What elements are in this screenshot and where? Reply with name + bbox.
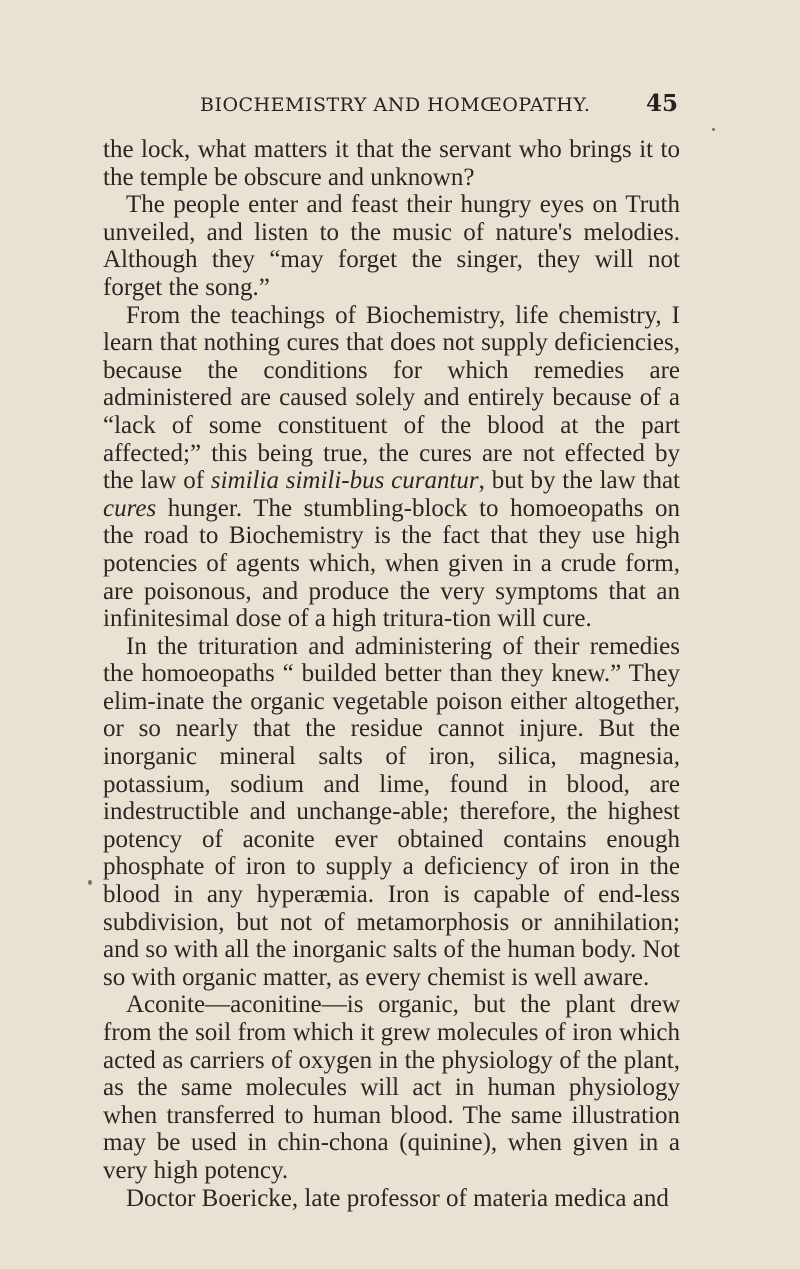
italic-phrase: cures	[103, 494, 157, 522]
text-run: , but by the law that	[478, 467, 681, 495]
italic-phrase: similia simili-bus curantur	[210, 467, 479, 495]
paragraph: Doctor Boericke, late professor of materia medica and	[126, 1184, 669, 1212]
paragraph: The people enter and feast their hungry eyes on Truth unveiled, and listen to the music of nature's melodies. Although they “may forget the singer, they will not forget the song.”	[103, 191, 680, 301]
ink-speck	[712, 128, 715, 131]
paragraph: In the trituration and administering of their remedies the homoeopaths “ builded better than they knew.” They elim-inate the organic vegetable poison either altogether, or so nearly that the residue cannot injure. But the inorganic mineral salts of iron, silica, magnesia, potassium, sodium and lime, found in blood, are indestructible and unchange-able; therefore, the highest potency of aconite ever obtained contains enough phosphate of iron to supply a deficiency of iron in the blood in any hyperæmia. Iron is capable of end-less subdivision, but not of metamorphosis or annihilation; and so with all the inorganic salts of the human body. Not so with organic matter, as every chemist is well aware.	[103, 632, 680, 991]
ink-speck	[88, 880, 92, 885]
paragraph: the lock, what matters it that the servant who brings it to the temple be obscure and unknown?	[103, 136, 680, 191]
running-title: BIOCHEMISTRY AND HOMŒOPATHY.	[200, 94, 591, 116]
page-number: 45	[646, 90, 679, 117]
body-text	[103, 136, 680, 1212]
paragraph	[103, 302, 680, 633]
text-run: hunger. The stumbling-block to homoeopaths on the road to Biochemistry is the fact that they use high potencies of agents which, when given in a crude form, are poisonous, and produce the very symptoms that an infinitesimal dose of a high tritura-tion will cure.	[103, 494, 680, 633]
text-run: From the teachings of Biochemistry, life chemistry, I learn that nothing cures that does not supply deficiencies, because the conditions for which remedies are administered are caused solely and entirely because of a “lack of some constituent of the blood at the part affected;” this being true, the cures are not effected by the law of	[103, 301, 680, 495]
paragraph: Aconite—aconitine—is organic, but the plant drew from the soil from which it grew molecules of iron which acted as carriers of oxygen in the physiology of the plant, as the same molecules will act in human physiology when transferred to human blood. The same illustration may be used in chin-chona (quinine), when given in a very high potency.	[103, 991, 680, 1184]
